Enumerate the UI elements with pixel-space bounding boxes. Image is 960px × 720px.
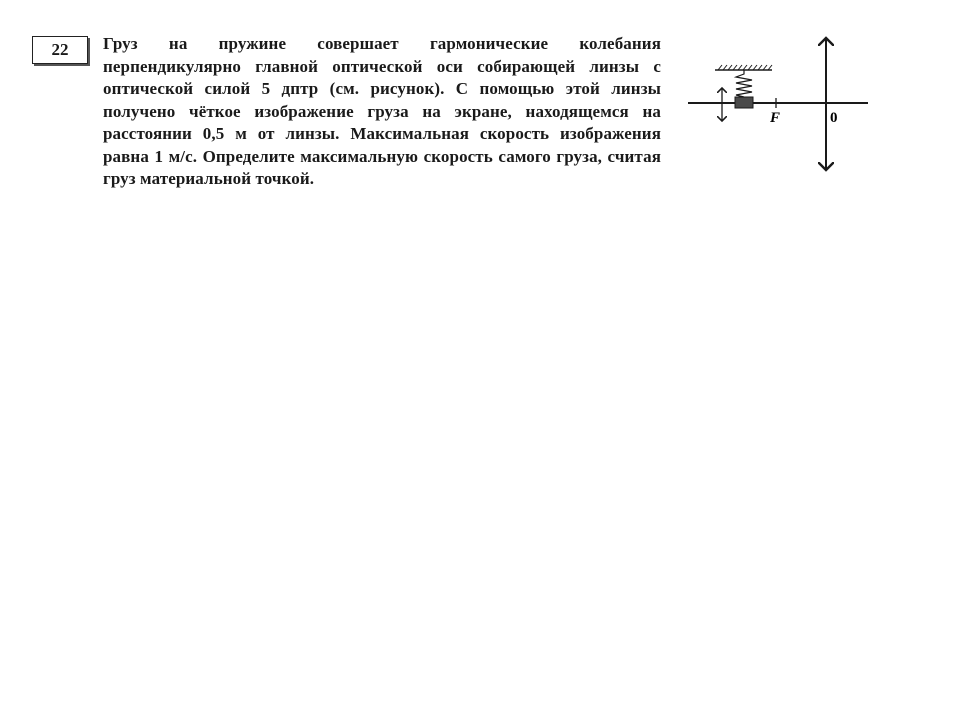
focus-label: F [770, 110, 781, 126]
weight [735, 97, 753, 108]
problem-number: 22 [32, 36, 88, 64]
lens-diagram [680, 30, 880, 180]
problem-text: Груз на пружине совершает гармонические колебания перпендикулярно главной оптической оси собирающей линзы с оптической силой 5 дптр (см. рисунок). С помощью этой линзы получено чёткое изображение груза на экране, находящемся на расстоянии 0,5 м от линзы. Максимальная скорость изображения равна 1 м/с. Определите максимальную скорость самого груза, считая груз материальной точкой. [103, 34, 661, 188]
lens-center-label: 0 [830, 110, 838, 126]
ceiling-support [715, 65, 772, 70]
spring [736, 70, 752, 97]
